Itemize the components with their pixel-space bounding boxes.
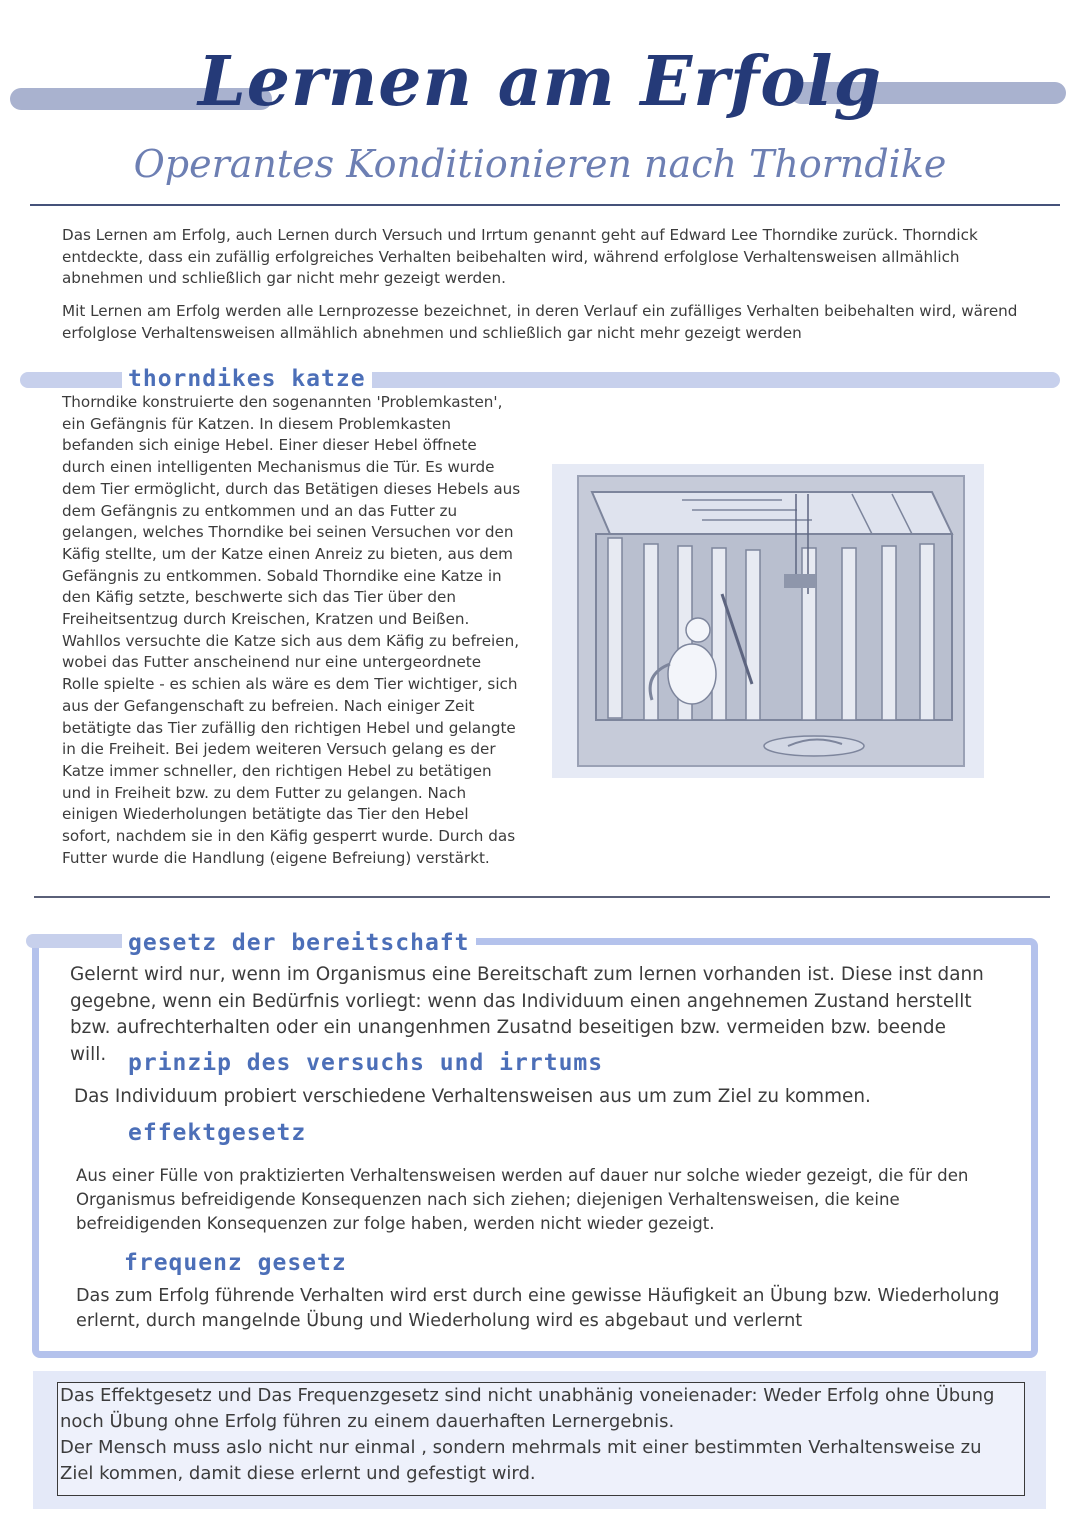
summary-line-2: Der Mensch muss aslo nicht nur einmal , sondern mehrmals mit einer bestimmten Verhaltensweise zu Ziel kommen, damit diese erlernt und gefestigt wird. [60, 1437, 982, 1484]
cat-experiment-text: Thorndike konstruierte den sogenannten 'Problemkasten', ein Gefängnis für Katzen. In diesem Problemkasten befanden sich einige Hebel. Einer dieser Hebel öffnete durch einen intelligenten Mechanismus die Tür. Es wurde dem Tier ermöglicht, durch das Betätigen dieses Hebels aus dem Gefängnis zu entkommen und an das Futter zu gelangen, welches Thorndike bei seinen Versuchen vor den Käfig stellte, um der Katze einen Anreiz zu bieten, aus dem Gefängnis zu entkommen. Sobald Thorndike eine Katze in den Käfig setzte, beschwerte sich das Tier über den Freiheitsentzug durch Kreischen, Kratzen und Beißen. Wahllos versuchte die Katze sich aus dem Käfig zu befreien, wobei das Futter anscheinend nur eine untergeordnete Rolle spielte - es schien als wäre es dem Tier wichtiger, sich aus der Gefangenschaft zu befreien. Nach einiger Zeit betätigte das Tier zufällig den richtigen Hebel und gelangte in die Freiheit. Bei jedem weiteren Versuch gelang es der Katze immer schneller, den richtigen Hebel zu betätigen und in Freiheit bzw. zu dem Futter zu gelangen. Nach einigen Wiederholungen betätigte das Tier den Hebel sofort, nachdem sie in den Käfig gesperrt wurde. Durch das Futter wurde die Handlung (eigene Befreiung) verstärkt. [62, 393, 521, 867]
puzzle-box-illustration [552, 464, 984, 778]
section-divider [34, 896, 1050, 898]
summary-line-1: Das Effektgesetz und Das Frequenzgesetz sind nicht unabhänig voneienader: Weder Erfolg ohne Übung noch Übung ohne Erfolg führen zu einem dauerhaften Lernergebnis. [60, 1385, 995, 1432]
section-bar-laws-left [26, 934, 136, 948]
intro-paragraph-1: Das Lernen am Erfolg, auch Lernen durch Versuch und Irrtum genannt geht auf Edward Lee Thorndike zurück. Thorndick entdeckte, dass ein zufällig erfolgreiches Verhalten beibehalten wird, während erfolglose Verhaltensweisen allmählich abnehmen und schließlich gar nicht mehr gezeigt werden. [62, 226, 978, 287]
section-bar-cat-right [310, 372, 1060, 388]
trial-error-text: Das Individuum probiert verschiedene Verhaltensweisen aus um zum Ziel zu kommen. [74, 1086, 871, 1107]
section-heading-effect: effektgesetz [128, 1120, 307, 1146]
page-title: Lernen am Erfolg [197, 42, 883, 122]
section-heading-readiness: gesetz der bereitschaft [122, 930, 476, 956]
header-divider [30, 204, 1060, 206]
section-heading-cat: thorndikes katze [122, 366, 372, 392]
puzzle-box-drawing [552, 464, 984, 778]
section-bar-cat-left [20, 372, 130, 388]
intro-paragraph-2: Mit Lernen am Erfolg werden alle Lernprozesse bezeichnet, in deren Verlauf ein zufälliges Verhalten beibehalten wird, wärend erfolglose Verhaltensweisen allmählich abnehmen und schließlich gar nicht mehr gezeigt werden [62, 302, 1018, 342]
page-subtitle: Operantes Konditionieren nach Thorndike [133, 142, 947, 186]
section-heading-frequency: frequenz gesetz [124, 1250, 347, 1276]
section-heading-trial-error: prinzip des versuchs und irrtums [128, 1050, 604, 1076]
readiness-text: Gelernt wird nur, wenn im Organismus eine Bereitschaft zum lernen vorhanden ist. Diese inst dann gegebne, wenn ein Bedürfnis vorliegt: wenn das Individuum einen angehnemen Zustand herstellt bzw. aufrechterhalten oder ein unangenhmen Zusatnd beseitigen bzw. vermeiden bzw. beende will. [70, 964, 984, 1065]
frequency-text: Das zum Erfolg führende Verhalten wird erst durch eine gewisse Häufigkeit an Übung bzw. Wiederholung erlernt, durch mangelnde Übung und Wiederholung wird es abgebaut und verlernt [76, 1286, 1000, 1331]
effect-text: Aus einer Fülle von praktizierten Verhaltensweisen werden auf dauer nur solche wieder gezeigt, die für den Organismus befreidigende Konsequenzen nach sich ziehen; diejenigen Verhaltensweisen, die keine befreidigenden Konsequenzen zur folge haben, werden nicht wieder gezeigt. [76, 1166, 969, 1233]
